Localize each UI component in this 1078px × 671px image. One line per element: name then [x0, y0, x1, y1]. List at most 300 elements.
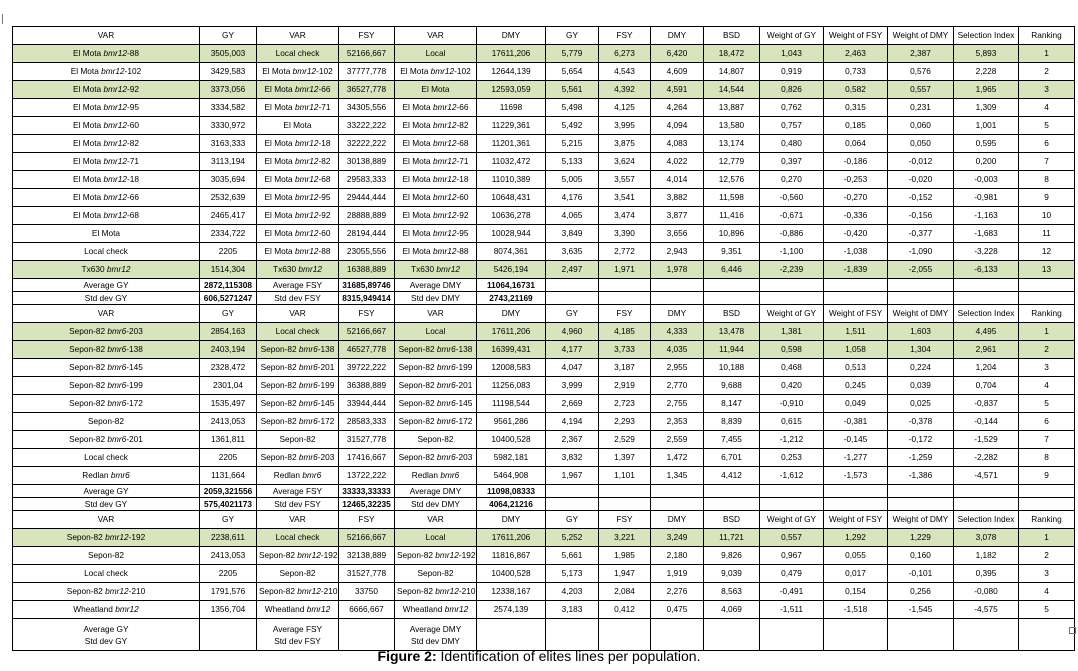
- figure-caption: [0, 648, 1078, 664]
- table-cell: 32138,889: [339, 547, 395, 565]
- table-cell: 7: [1019, 153, 1075, 171]
- table-cell: -4,571: [954, 467, 1019, 485]
- header-row: [13, 305, 1075, 323]
- table-cell: Sepon-82 bmr6-172: [13, 395, 200, 413]
- table-cell: 2,228: [954, 63, 1019, 81]
- table-cell: Sepon-82 bmr12-192: [257, 547, 339, 565]
- table-row: [13, 377, 1075, 395]
- column-header: VAR: [257, 27, 339, 45]
- table-cell: 5426,194: [477, 261, 546, 279]
- table-cell: 52166,667: [339, 529, 395, 547]
- column-header: VAR: [257, 305, 339, 323]
- table-cell: Sepon-82 bmr6-145: [13, 359, 200, 377]
- table-cell: 0,826: [760, 81, 824, 99]
- stats-cell: Std dev DMY: [395, 498, 477, 511]
- table-cell: 3,882: [651, 189, 704, 207]
- table-cell: 9: [1019, 467, 1075, 485]
- table-cell: El Mota bmr12-18: [13, 171, 200, 189]
- column-header: GY: [200, 511, 257, 529]
- table-cell: 5982,181: [477, 449, 546, 467]
- table-cell: 1,304: [888, 341, 954, 359]
- table-cell: El Mota bmr12-95: [257, 189, 339, 207]
- stats-cell: Average DMY: [395, 279, 477, 292]
- stats-row: [13, 292, 1075, 305]
- table-cell: 4,609: [651, 63, 704, 81]
- table-cell: El Mota bmr12-88: [257, 243, 339, 261]
- table-cell: 4,022: [651, 153, 704, 171]
- table-cell: -0,270: [824, 189, 888, 207]
- table-row: [13, 153, 1075, 171]
- stats-cell: Average FSY: [257, 485, 339, 498]
- table-cell: 0,757: [760, 117, 824, 135]
- table-cell: El Mota bmr12-60: [13, 117, 200, 135]
- table-cell: Local: [395, 529, 477, 547]
- stats-cell: Std dev FSY: [257, 292, 339, 305]
- table-cell: 3: [1019, 81, 1075, 99]
- table-cell: 29583,333: [339, 171, 395, 189]
- table-cell: 0,733: [824, 63, 888, 81]
- table-cell: 8,147: [704, 395, 760, 413]
- table-cell: Sepon-82 bmr6-201: [395, 377, 477, 395]
- column-header: DMY: [477, 27, 546, 45]
- table-cell: -4,575: [954, 601, 1019, 619]
- table-cell: 31527,778: [339, 431, 395, 449]
- table-cell: 3,875: [599, 135, 651, 153]
- column-header: Selection Index: [954, 305, 1019, 323]
- table-cell: 4,177: [546, 341, 599, 359]
- table-cell: 0,049: [824, 395, 888, 413]
- table-cell: -0,101: [888, 565, 954, 583]
- table-cell: Tx630 bmr12: [13, 261, 200, 279]
- table-cell: 2,387: [888, 45, 954, 63]
- table-cell: 12: [1019, 243, 1075, 261]
- table-cell: El Mota bmr12-88: [13, 45, 200, 63]
- table-cell: 1,472: [651, 449, 704, 467]
- elite-lines-table: [12, 26, 1075, 651]
- table-cell: 0,468: [760, 359, 824, 377]
- table-cell: 0,919: [760, 63, 824, 81]
- table-cell: Tx630 bmr12: [257, 261, 339, 279]
- column-header: Weight of FSY: [824, 305, 888, 323]
- table-cell: 5,498: [546, 99, 599, 117]
- table-cell: 36388,889: [339, 377, 395, 395]
- table-cell: -0,981: [954, 189, 1019, 207]
- table-cell: 6,420: [651, 45, 704, 63]
- table-body: [13, 27, 1075, 651]
- column-header: DMY: [651, 305, 704, 323]
- table-cell: 32222,222: [339, 135, 395, 153]
- column-header: VAR: [395, 27, 477, 45]
- empty-cell: [760, 292, 824, 305]
- table-cell: 2,276: [651, 583, 704, 601]
- table-row: [13, 243, 1075, 261]
- table-cell: 2,961: [954, 341, 1019, 359]
- column-header: FSY: [599, 27, 651, 45]
- table-cell: 4,176: [546, 189, 599, 207]
- table-row: [13, 467, 1075, 485]
- table-cell: 12338,167: [477, 583, 546, 601]
- table-cell: 1: [1019, 323, 1075, 341]
- empty-cell: [760, 485, 824, 498]
- table-cell: Sepon-82: [257, 565, 339, 583]
- table-cell: 4,069: [704, 601, 760, 619]
- table-cell: 2,755: [651, 395, 704, 413]
- empty-cell: [954, 292, 1019, 305]
- table-cell: -0,020: [888, 171, 954, 189]
- table-cell: 3,624: [599, 153, 651, 171]
- table-cell: 28888,889: [339, 207, 395, 225]
- table-cell: 11256,083: [477, 377, 546, 395]
- table-cell: -0,491: [760, 583, 824, 601]
- table-cell: 10400,528: [477, 431, 546, 449]
- table-cell: 4,035: [651, 341, 704, 359]
- empty-cell: [954, 279, 1019, 292]
- table-cell: 5464,908: [477, 467, 546, 485]
- column-header: VAR: [257, 511, 339, 529]
- table-cell: 2205: [200, 243, 257, 261]
- table-cell: 4,264: [651, 99, 704, 117]
- column-header: GY: [200, 305, 257, 323]
- table-cell: El Mota bmr12-82: [13, 135, 200, 153]
- empty-cell: [824, 619, 888, 651]
- stats-cell: Average GY: [13, 279, 200, 292]
- table-cell: 1,101: [599, 467, 651, 485]
- table-cell: El Mota bmr12-92: [395, 207, 477, 225]
- table-cell: 2,293: [599, 413, 651, 431]
- table-cell: 4,014: [651, 171, 704, 189]
- table-cell: Sepon-82 bmr6-172: [395, 413, 477, 431]
- table-cell: 3334,582: [200, 99, 257, 117]
- table-cell: 3,832: [546, 449, 599, 467]
- table-cell: 3,557: [599, 171, 651, 189]
- table-cell: 5,133: [546, 153, 599, 171]
- stats-cell: Average FSY: [257, 279, 339, 292]
- table-cell: -1,212: [760, 431, 824, 449]
- stats-cell: Average DMY Std dev DMY: [395, 619, 477, 651]
- table-cell: 0,200: [954, 153, 1019, 171]
- table-cell: 23055,556: [339, 243, 395, 261]
- table-cell: -0,381: [824, 413, 888, 431]
- table-cell: 2,955: [651, 359, 704, 377]
- empty-cell: [651, 279, 704, 292]
- table-cell: 6: [1019, 135, 1075, 153]
- table-row: [13, 395, 1075, 413]
- table-cell: 1,381: [760, 323, 824, 341]
- stats-cell: Average FSY Std dev FSY: [257, 619, 339, 651]
- table-cell: Redlan bmr6: [257, 467, 339, 485]
- table-cell: -1,090: [888, 243, 954, 261]
- table-cell: -1,511: [760, 601, 824, 619]
- column-header: DMY: [651, 511, 704, 529]
- table-cell: El Mota bmr12-92: [13, 81, 200, 99]
- table-cell: 5,779: [546, 45, 599, 63]
- table-cell: El Mota bmr12-95: [395, 225, 477, 243]
- table-row: [13, 323, 1075, 341]
- table-cell: 9,351: [704, 243, 760, 261]
- table-cell: 0,224: [888, 359, 954, 377]
- table-cell: 0,256: [888, 583, 954, 601]
- table-cell: -0,910: [760, 395, 824, 413]
- table-cell: 1,292: [824, 529, 888, 547]
- column-header: Weight of DMY: [888, 27, 954, 45]
- empty-cell: [760, 498, 824, 511]
- table-cell: 8,563: [704, 583, 760, 601]
- table-cell: 0,064: [824, 135, 888, 153]
- table-cell: 52166,667: [339, 323, 395, 341]
- table-cell: 0,480: [760, 135, 824, 153]
- table-cell: 3,221: [599, 529, 651, 547]
- stats-cell: Std dev GY: [13, 498, 200, 511]
- table-cell: -0,837: [954, 395, 1019, 413]
- column-header: Weight of GY: [760, 305, 824, 323]
- table-cell: 13,580: [704, 117, 760, 135]
- table-cell: 12,576: [704, 171, 760, 189]
- empty-cell: [704, 485, 760, 498]
- table-cell: 2205: [200, 565, 257, 583]
- table-cell: 2,353: [651, 413, 704, 431]
- table-cell: 17416,667: [339, 449, 395, 467]
- column-header: VAR: [13, 511, 200, 529]
- table-cell: El Mota bmr12-18: [395, 171, 477, 189]
- table-cell: 14,807: [704, 63, 760, 81]
- table-cell: 33944,444: [339, 395, 395, 413]
- stats-row: [13, 498, 1075, 511]
- table-cell: El Mota: [13, 225, 200, 243]
- table-cell: -0,145: [824, 431, 888, 449]
- table-cell: 1,603: [888, 323, 954, 341]
- table-cell: 17611,206: [477, 323, 546, 341]
- table-cell: 0,185: [824, 117, 888, 135]
- table-cell: 3,390: [599, 225, 651, 243]
- stats-cell: Average GY: [13, 485, 200, 498]
- column-header: VAR: [13, 27, 200, 45]
- table-cell: 0,479: [760, 565, 824, 583]
- stats-cell: 11098,08333: [477, 485, 546, 498]
- table-cell: 3,541: [599, 189, 651, 207]
- table-cell: El Mota bmr12-60: [257, 225, 339, 243]
- table-cell: 4,065: [546, 207, 599, 225]
- table-cell: El Mota bmr12-68: [395, 135, 477, 153]
- empty-cell: [546, 292, 599, 305]
- table-cell: 0,397: [760, 153, 824, 171]
- table-cell: El Mota bmr12-18: [257, 135, 339, 153]
- table-cell: 13,887: [704, 99, 760, 117]
- table-cell: 13722,222: [339, 467, 395, 485]
- table-cell: El Mota bmr12-102: [395, 63, 477, 81]
- table-cell: 0,412: [599, 601, 651, 619]
- table-cell: El Mota bmr12-71: [257, 99, 339, 117]
- table-cell: 17611,206: [477, 45, 546, 63]
- table-cell: 10648,431: [477, 189, 546, 207]
- table-cell: 3,635: [546, 243, 599, 261]
- table-cell: -1,100: [760, 243, 824, 261]
- table-row: [13, 431, 1075, 449]
- table-cell: 6,701: [704, 449, 760, 467]
- table-row: [13, 225, 1075, 243]
- table-cell: Sepon-82 bmr12-192: [395, 547, 477, 565]
- table-cell: -0,560: [760, 189, 824, 207]
- stats-cell: 33333,33333: [339, 485, 395, 498]
- column-header: BSD: [704, 27, 760, 45]
- table-cell: 10: [1019, 207, 1075, 225]
- table-cell: Sepon-82 bmr12-192: [13, 529, 200, 547]
- table-cell: 3,656: [651, 225, 704, 243]
- table-cell: 4: [1019, 99, 1075, 117]
- table-cell: -1,683: [954, 225, 1019, 243]
- table-cell: 2301,04: [200, 377, 257, 395]
- table-cell: 2413,053: [200, 413, 257, 431]
- table-cell: 0,598: [760, 341, 824, 359]
- table-cell: 3: [1019, 565, 1075, 583]
- table-cell: 3373,056: [200, 81, 257, 99]
- table-cell: 1,985: [599, 547, 651, 565]
- table-cell: 1,204: [954, 359, 1019, 377]
- table-row: [13, 261, 1075, 279]
- table-cell: -1,545: [888, 601, 954, 619]
- table-cell: 4,960: [546, 323, 599, 341]
- empty-cell: [824, 292, 888, 305]
- empty-cell: [824, 498, 888, 511]
- table-cell: 0,253: [760, 449, 824, 467]
- table-cell: 6666,667: [339, 601, 395, 619]
- table-cell: 9561,286: [477, 413, 546, 431]
- table-cell: 3,183: [546, 601, 599, 619]
- table-cell: 2,723: [599, 395, 651, 413]
- table-row: [13, 207, 1075, 225]
- table-cell: 7: [1019, 431, 1075, 449]
- table-cell: 46527,778: [339, 341, 395, 359]
- table-cell: 29444,444: [339, 189, 395, 207]
- table-row: [13, 565, 1075, 583]
- table-row: [13, 341, 1075, 359]
- table-cell: 1,965: [954, 81, 1019, 99]
- table-cell: 0,704: [954, 377, 1019, 395]
- table-cell: Sepon-82 bmr6-203: [395, 449, 477, 467]
- table-cell: -0,378: [888, 413, 954, 431]
- table-cell: Redlan bmr6: [13, 467, 200, 485]
- table-cell: 4,333: [651, 323, 704, 341]
- table-cell: 9,688: [704, 377, 760, 395]
- header-row: [13, 27, 1075, 45]
- table-cell: 1: [1019, 529, 1075, 547]
- empty-cell: [1019, 485, 1075, 498]
- table-cell: 11,416: [704, 207, 760, 225]
- empty-cell: [1019, 279, 1075, 292]
- table-cell: 3,474: [599, 207, 651, 225]
- table-cell: Local check: [257, 529, 339, 547]
- empty-cell: [546, 279, 599, 292]
- table-cell: El Mota bmr12-88: [395, 243, 477, 261]
- table-cell: 14,544: [704, 81, 760, 99]
- table-cell: Local check: [13, 565, 200, 583]
- stats-cell: [339, 619, 395, 651]
- table-cell: 0,160: [888, 547, 954, 565]
- table-cell: 2205: [200, 449, 257, 467]
- table-cell: El Mota bmr12-71: [395, 153, 477, 171]
- table-cell: 6,273: [599, 45, 651, 63]
- table-cell: 2,772: [599, 243, 651, 261]
- empty-cell: [651, 485, 704, 498]
- column-header: GY: [546, 305, 599, 323]
- empty-cell: [651, 292, 704, 305]
- table-cell: -1,839: [824, 261, 888, 279]
- table-cell: 0,060: [888, 117, 954, 135]
- table-cell: 0,576: [888, 63, 954, 81]
- column-header: Ranking: [1019, 511, 1075, 529]
- column-header: Selection Index: [954, 27, 1019, 45]
- table-cell: -0,420: [824, 225, 888, 243]
- table-cell: 2,669: [546, 395, 599, 413]
- table-cell: 1,345: [651, 467, 704, 485]
- table-cell: -0,003: [954, 171, 1019, 189]
- table-cell: 5,492: [546, 117, 599, 135]
- table-cell: 0,595: [954, 135, 1019, 153]
- table-cell: -0,080: [954, 583, 1019, 601]
- table-cell: 1791,576: [200, 583, 257, 601]
- table-cell: Wheatland bmr12: [395, 601, 477, 619]
- table-cell: 11010,389: [477, 171, 546, 189]
- table-cell: Sepon-82 bmr6-138: [395, 341, 477, 359]
- column-header: Weight of DMY: [888, 511, 954, 529]
- table-cell: El Mota: [257, 117, 339, 135]
- column-header: FSY: [599, 305, 651, 323]
- table-cell: 1,309: [954, 99, 1019, 117]
- table-cell: El Mota bmr12-68: [257, 171, 339, 189]
- stats-cell: Average GY Std dev GY: [13, 619, 200, 651]
- table-cell: 4: [1019, 377, 1075, 395]
- table-cell: 6,446: [704, 261, 760, 279]
- table-cell: -0,377: [888, 225, 954, 243]
- empty-cell: [760, 279, 824, 292]
- table-cell: 0,025: [888, 395, 954, 413]
- table-cell: 0,055: [824, 547, 888, 565]
- column-header: VAR: [395, 305, 477, 323]
- table-cell: 2574,139: [477, 601, 546, 619]
- empty-cell: [546, 485, 599, 498]
- table-cell: 0,231: [888, 99, 954, 117]
- table-cell: 1: [1019, 45, 1075, 63]
- stats-cell: Std dev DMY: [395, 292, 477, 305]
- empty-cell: [954, 485, 1019, 498]
- table-cell: 9: [1019, 189, 1075, 207]
- table-cell: -1,163: [954, 207, 1019, 225]
- empty-cell: [888, 498, 954, 511]
- table-cell: 2,943: [651, 243, 704, 261]
- table-cell: 0,582: [824, 81, 888, 99]
- table-cell: Sepon-82 bmr6-172: [257, 413, 339, 431]
- table-cell: 9,826: [704, 547, 760, 565]
- column-header: GY: [200, 27, 257, 45]
- column-header: Ranking: [1019, 27, 1075, 45]
- table-cell: 16399,431: [477, 341, 546, 359]
- header-row: [13, 511, 1075, 529]
- table-cell: 0,245: [824, 377, 888, 395]
- table-cell: 3: [1019, 359, 1075, 377]
- stats-cell: 2059,321556: [200, 485, 257, 498]
- table-cell: -1,386: [888, 467, 954, 485]
- table-cell: 5,893: [954, 45, 1019, 63]
- stats-cell: 31685,89746: [339, 279, 395, 292]
- table-row: [13, 359, 1075, 377]
- table-cell: 8: [1019, 449, 1075, 467]
- table-cell: Local check: [13, 449, 200, 467]
- table-cell: 1,229: [888, 529, 954, 547]
- empty-cell: [1019, 498, 1075, 511]
- table-cell: 3,078: [954, 529, 1019, 547]
- corner-crop-mark: [2, 14, 11, 24]
- table-cell: El Mota bmr12-68: [13, 207, 200, 225]
- column-header: DMY: [477, 511, 546, 529]
